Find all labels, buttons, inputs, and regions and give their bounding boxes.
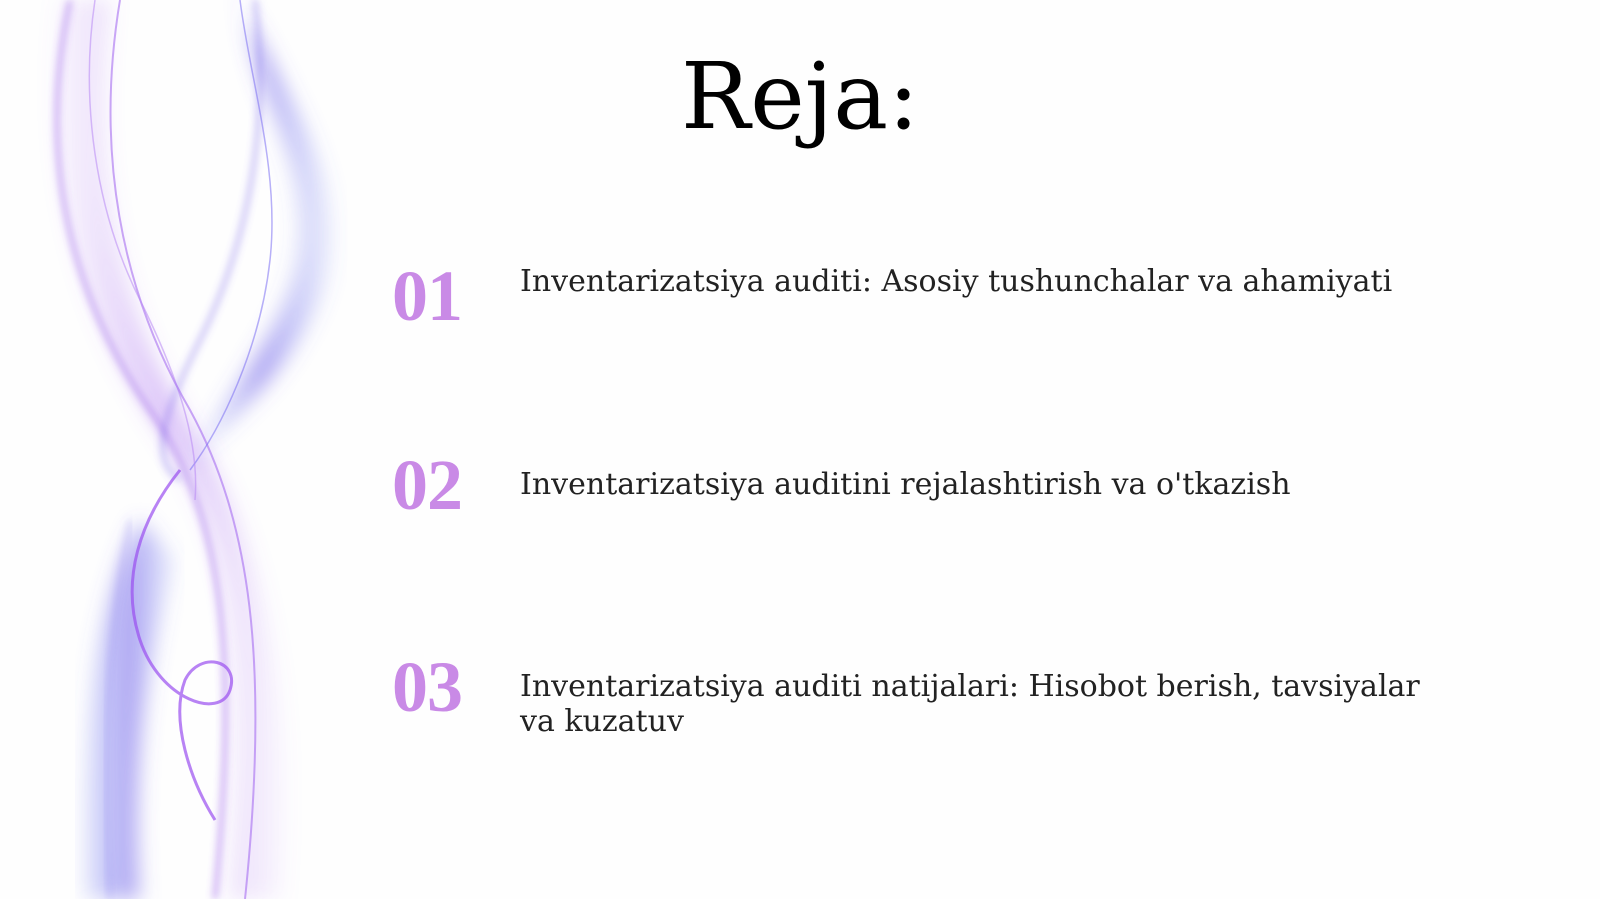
agenda-item-number: 03 bbox=[392, 647, 462, 727]
slide-title: Reja: bbox=[680, 43, 920, 150]
agenda-item-text: Inventarizatsiya auditi natijalari: Hisobot berish, tavsiyalar va kuzatuv bbox=[520, 669, 1420, 739]
agenda-item-text: Inventarizatsiya auditini rejalashtirish va o'tkazish bbox=[520, 467, 1291, 502]
agenda-item-number: 02 bbox=[392, 445, 462, 525]
agenda-item-number: 01 bbox=[392, 256, 462, 336]
agenda-item-text: Inventarizatsiya auditi: Asosiy tushunchalar va ahamiyati bbox=[520, 264, 1393, 299]
